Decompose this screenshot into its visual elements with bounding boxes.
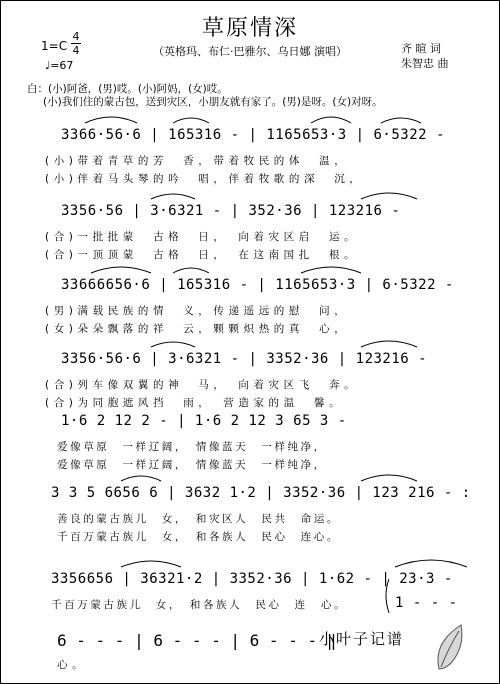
lyric-line-6b: 千百万蒙古族儿 女， 和各族人 民心 连心。: [57, 531, 340, 543]
slur-14: [121, 561, 181, 567]
notation-line-7-lower: 1 - - -: [395, 595, 458, 611]
lyric-line-1a: (小)带着青草的芳 香，带着牧民的体 温，: [45, 155, 350, 167]
notation-line-5: 1·6 2 12 2 - | 1·6 2 12 3 65 3 -: [61, 413, 347, 429]
key-signature: 1=C: [41, 39, 68, 53]
system-bracket: [386, 579, 389, 613]
slur-2: [173, 118, 209, 123]
leaf-logo: [438, 625, 462, 669]
slur-3: [311, 117, 351, 123]
slur-10: [151, 342, 195, 347]
time-denominator: 4: [72, 44, 80, 57]
notation-line-3: 33666656·6 | 165316 - | 1165653·3 | 6·5322 -: [61, 277, 454, 293]
notation-line-2: 3356·56 | 3·6321 - | 352·36 | 123216 -: [61, 203, 401, 219]
composer: 朱智忠 曲: [401, 57, 449, 70]
notation-line-1: 3366·56·6 | 165316 - | 1165653·3 | 6·5322 -: [61, 127, 445, 143]
transcriber-stamp: 小叶子记谱: [319, 630, 405, 648]
notation-decorations: [1, 1, 499, 683]
performers: （英格玛、布仁·巴雅尔、乌日娜 演唱）: [153, 45, 347, 58]
tempo-marking: ♩=67: [45, 59, 74, 72]
intro-line-2: (小)我们住的蒙古包，送到灾区，小朋友就有家了。(男)是呀。(女)对呀。: [43, 96, 383, 108]
slur-15: [395, 560, 467, 567]
lyric-line-4b: (合)为同胞遮风挡 雨， 营造家的温 馨。: [45, 397, 345, 409]
lyric-line-3a: (男)满载民族的情 义，传递遥远的慰 问，: [45, 305, 350, 317]
slur-13: [361, 475, 417, 481]
lyric-line-2a: (合)一批批蒙 古格 日， 向着灾区启 运。: [45, 231, 360, 243]
notation-line-7: 3356656 | 36321·2 | 3352·36 | 1·62 - | 23·3 -: [51, 571, 453, 587]
lyricist: 齐 暄 词: [401, 42, 441, 55]
slur-9: [301, 267, 361, 273]
notation-line-6: 3 3 5 6656 6 | 3632 1·2 | 3352·36 | 123 216 - :: [51, 485, 471, 501]
slur-7: [91, 267, 151, 273]
lyric-line-8: 心。: [57, 659, 88, 671]
song-title: 草原情深: [201, 16, 298, 41]
lyric-line-7: 千百万蒙古族儿 女， 和各族人 民心 连 心。: [51, 599, 348, 611]
lyric-line-3b: (女)朵朵飘落的祥 云，颗颗炽热的真 心，: [45, 323, 350, 335]
slur-4: [381, 118, 421, 123]
slur-12: [121, 476, 161, 481]
slur-11: [361, 341, 417, 347]
notation-line-4: 3356·56·6 | 3·6321 - | 3352·36 | 123216 -: [61, 351, 428, 367]
lyric-line-5b: 爱像草原 一样辽阔， 情像蓝天 一样纯净，: [57, 459, 327, 471]
notation-line-8: 6 - - - | 6 - - - | 6 - - - ‖: [57, 631, 337, 650]
slur-8: [173, 268, 209, 273]
lyric-line-5a: 爱像草原 一样辽阔， 情像蓝天 一样纯净，: [57, 441, 327, 453]
time-numerator: 4: [72, 30, 80, 43]
intro-line-1: 白：(小)阿爸，(男)哎。(小)阿妈，(女)哎。: [27, 83, 228, 95]
lyric-line-1b: (小)伴着马头琴的吟 唱，伴着牧歌的深 沉，: [45, 173, 365, 185]
lyric-line-4a: (合)列车像双翼的神 马， 向着灾区飞 奔。: [45, 379, 360, 391]
lyric-line-6a: 善良的蒙古族儿 女， 和灾区人 民共 命运。: [57, 513, 340, 525]
lyric-line-2b: (合)一顶顶蒙 古格 日， 在这南国扎 根。: [45, 249, 360, 261]
slur-5: [151, 194, 195, 199]
slur-6: [361, 193, 417, 199]
slur-1: [85, 117, 137, 123]
